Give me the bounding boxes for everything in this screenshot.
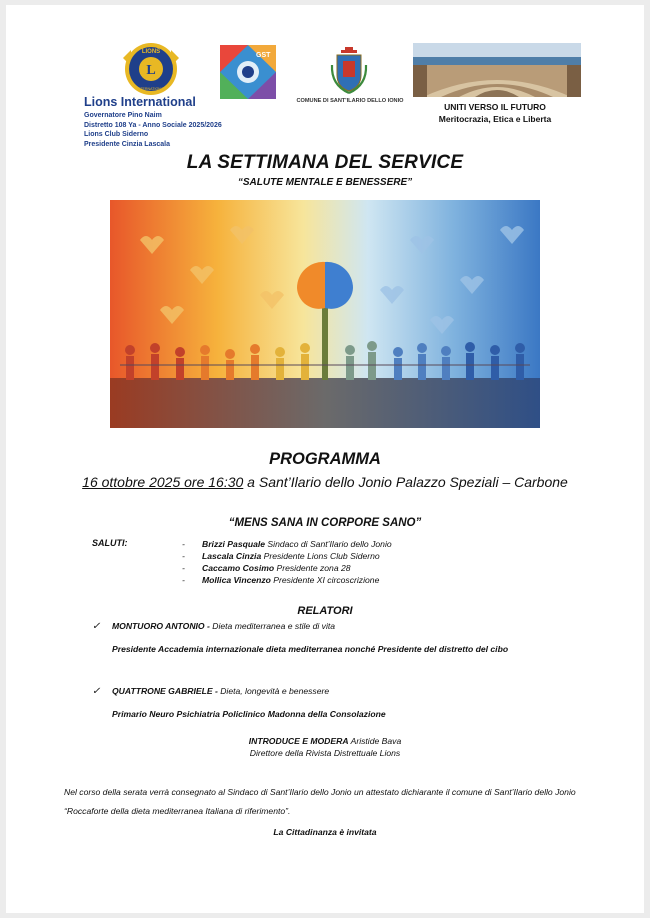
moderator-name: Aristide Bava (348, 736, 402, 746)
invitation-text: La Cittadinanza è invitata (273, 827, 377, 837)
org-line: Distretto 108 Ya - Anno Sociale 2025/2026 (84, 121, 222, 129)
greeter-role: Sindaco di Sant’Ilario dello Jonio (265, 539, 392, 549)
event-location: a Sant’Ilario dello Jonio Palazzo Speziali – Carbone (243, 474, 568, 490)
list-item (182, 550, 392, 562)
org-name: Lions International (84, 95, 196, 109)
theatre-photo (413, 43, 581, 97)
list-item (182, 562, 392, 574)
greeter-role: Presidente XI circoscrizione (270, 575, 380, 585)
speaker-topic: Dieta mediterranea e stile di vita (209, 621, 336, 631)
greeter-name: Lascala Cinzia (202, 551, 262, 561)
speaker-name: MONTUORO ANTONIO - (112, 621, 210, 631)
list-item (182, 538, 392, 550)
lions-logo-text: LIONS (141, 49, 161, 55)
org-line: Lions Club Siderno (84, 131, 149, 139)
dash-icon: - (182, 563, 185, 573)
banner-illustration (110, 200, 540, 428)
saluti-list (182, 538, 392, 586)
org-details (84, 111, 222, 149)
relatori-heading: RELATORI (297, 605, 353, 617)
greeter-name: Mollica Vincenzo (202, 575, 271, 585)
speaker-line (92, 621, 335, 632)
comune-crest-icon (329, 45, 369, 97)
flyer-page (6, 5, 644, 913)
greeter-name: Brizzi Pasquale (202, 539, 266, 549)
slogan-title: UNITI VERSO IL FUTURO (444, 102, 546, 112)
speaker-description: Primario Neuro Psichiatria Policlinico Madonna della Consolazione (112, 709, 386, 719)
speaker-topic: Dieta, longevità e benessere (217, 686, 330, 696)
svg-text:L: L (146, 63, 156, 78)
moderator-role: Direttore della Rivista Distrettuale Lions (249, 748, 401, 758)
moderator-line (6, 736, 644, 746)
slogan-subtitle: Meritocrazia, Etica e Liberta (438, 114, 552, 124)
greeter-role: Presidente Lions Club Siderno (261, 551, 380, 561)
event-motto: “MENS SANA IN CORPORE SANO” (228, 517, 422, 529)
closing-paragraph: Nel corso della serata verrà consegnato al Sindaco di Sant’Ilario dello Jonio un attestato dichiarante il comune di Sant’Ilario dello Jonio “Roccaforte della dieta mediterranea Italiana di riferimento”. (64, 787, 576, 816)
greeter-role: Presidente zona 28 (274, 563, 351, 573)
dash-icon: - (182, 575, 185, 585)
gst-logo (220, 45, 276, 99)
check-icon: ✓ (92, 686, 101, 697)
org-line: Governatore Pino Naim (84, 112, 162, 119)
event-date-location (6, 474, 644, 490)
page-subtitle: “SALUTE MENTALE E BENESSERE” (237, 177, 413, 188)
check-icon: ✓ (92, 621, 101, 632)
speaker-line (92, 686, 329, 697)
page-title: LA SETTIMANA DEL SERVICE (186, 152, 464, 173)
gst-logo-text: GST (256, 52, 271, 59)
programma-heading: PROGRAMMA (269, 450, 381, 468)
dash-icon: - (182, 539, 185, 549)
event-date: 16 ottobre 2025 ore 16:30 (82, 474, 244, 490)
lions-logo (119, 40, 183, 98)
speaker-name: QUATTRONE GABRIELE - (112, 686, 218, 696)
dash-icon: - (182, 551, 185, 561)
speaker-description: Presidente Accademia internazionale dieta mediterranea nonché Presidente del distretto del cibo (112, 644, 509, 654)
saluti-label: SALUTI: (92, 538, 128, 548)
list-item (182, 574, 392, 586)
greeter-name: Caccamo Cosimo (202, 563, 275, 573)
comune-caption: COMUNE DI SANT'ILARIO DELLO IONIO (296, 98, 404, 104)
moderator-label: INTRODUCE E MODERA (248, 736, 349, 746)
org-line: Presidente Cinzia Lascala (84, 140, 170, 148)
lions-logo-subtext: INTERNATIONAL (136, 87, 166, 91)
